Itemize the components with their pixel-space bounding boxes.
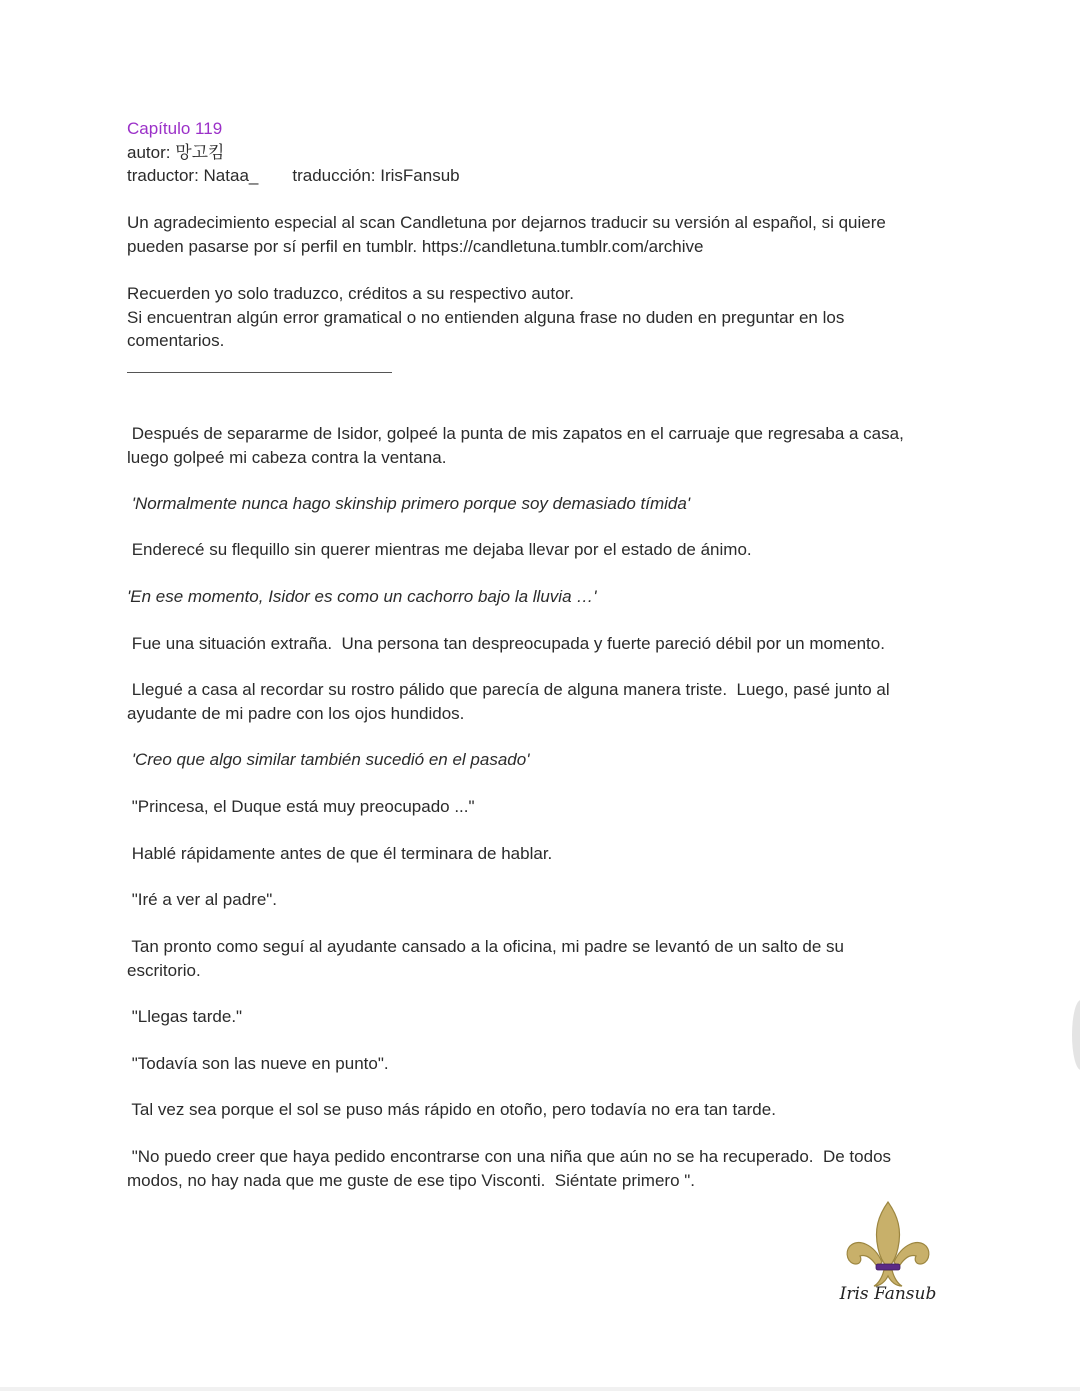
section-divider	[127, 372, 392, 373]
story-paragraph-3	[127, 538, 942, 562]
story-paragraph-4	[127, 585, 942, 609]
story-line: 'Normalmente nunca hago skinship primero porque soy demasiado tímida'	[127, 494, 691, 513]
note-line-3: comentarios.	[127, 331, 225, 350]
story-line: "Todavía son las nueve en punto".	[127, 1054, 389, 1073]
story-paragraph-9	[127, 842, 942, 866]
story-line: "Iré a ver al padre".	[127, 890, 278, 909]
note-paragraph	[127, 282, 942, 353]
story-paragraph-6	[127, 678, 942, 725]
story-paragraph-7	[127, 748, 942, 772]
story-paragraph-2	[127, 492, 942, 516]
story-line: Después de separarme de Isidor, golpeé la punta de mis zapatos en el carruaje que regresaba a casa,	[127, 424, 904, 443]
story-line: 'Creo que algo similar también sucedió en el pasado'	[127, 750, 530, 769]
story-line: 'En ese momento, Isidor es como un cachorro bajo la lluvia …'	[127, 587, 597, 606]
story-line: "Llegas tarde."	[127, 1007, 243, 1026]
story-line: luego golpeé mi cabeza contra la ventana.	[127, 447, 447, 467]
story-paragraph-15	[127, 1145, 942, 1192]
note-line-2: Si encuentran algún error gramatical o no entienden alguna frase no duden en preguntar en los	[127, 307, 845, 327]
story-paragraph-5	[127, 632, 942, 656]
story-paragraph-14	[127, 1098, 942, 1122]
credits-line	[127, 164, 942, 188]
bottom-edge	[0, 1387, 1080, 1391]
story-paragraph-11	[127, 935, 942, 982]
chapter-header	[127, 117, 942, 188]
story-paragraph-8	[127, 795, 942, 819]
logo-text: Iris Fansub	[839, 1284, 937, 1304]
author-line: autor: 망고킴	[127, 142, 225, 162]
story-line: Tal vez sea porque el sol se puso más rápido en otoño, pero todavía no era tan tarde.	[127, 1100, 776, 1119]
story-line: Enderecé su flequillo sin querer mientras me dejaba llevar por el estado de ánimo.	[127, 540, 752, 559]
story-line: Fue una situación extraña. Una persona tan despreocupada y fuerte pareció débil por un momento.	[127, 634, 885, 653]
translator-credit: traductor: Nataa_	[127, 166, 259, 185]
note-line-1: Recuerden yo solo traduzco, créditos a su respectivo autor.	[127, 284, 574, 303]
chapter-title: Capítulo 119	[127, 119, 223, 138]
story-line: "Princesa, el Duque está muy preocupado ..."	[127, 797, 475, 816]
story-line: ayudante de mi padre con los ojos hundidos.	[127, 703, 465, 723]
story-line: escritorio.	[127, 960, 201, 980]
story-line: Hablé rápidamente antes de que él terminara de hablar.	[127, 844, 553, 863]
story-line: Tan pronto como seguí al ayudante cansado a la oficina, mi padre se levantó de un salto de su	[127, 937, 844, 956]
thanks-line-1: Un agradecimiento especial al scan Candletuna por dejarnos traducir su versión al español, si quiere	[127, 213, 886, 232]
story-line: Llegué a casa al recordar su rostro pálido que parecía de alguna manera triste. Luego, pasé junto al	[127, 680, 890, 699]
story-line: modos, no hay nada que me guste de ese tipo Visconti. Siéntate primero ".	[127, 1170, 696, 1190]
scroll-edge-handle[interactable]	[1072, 1000, 1080, 1070]
translation-credit: traducción: IrisFansub	[292, 166, 460, 185]
story-paragraph-13	[127, 1052, 942, 1076]
story-paragraph-1	[127, 422, 942, 469]
story-paragraph-12	[127, 1005, 942, 1029]
story-paragraph-10	[127, 888, 942, 912]
story-line: "No puedo creer que haya pedido encontrarse con una niña que aún no se ha recuperado. De todos	[127, 1147, 892, 1166]
thanks-paragraph	[127, 211, 942, 258]
thanks-line-2: pueden pasarse por sí perfil en tumblr. https://candletuna.tumblr.com/archive	[127, 236, 704, 256]
